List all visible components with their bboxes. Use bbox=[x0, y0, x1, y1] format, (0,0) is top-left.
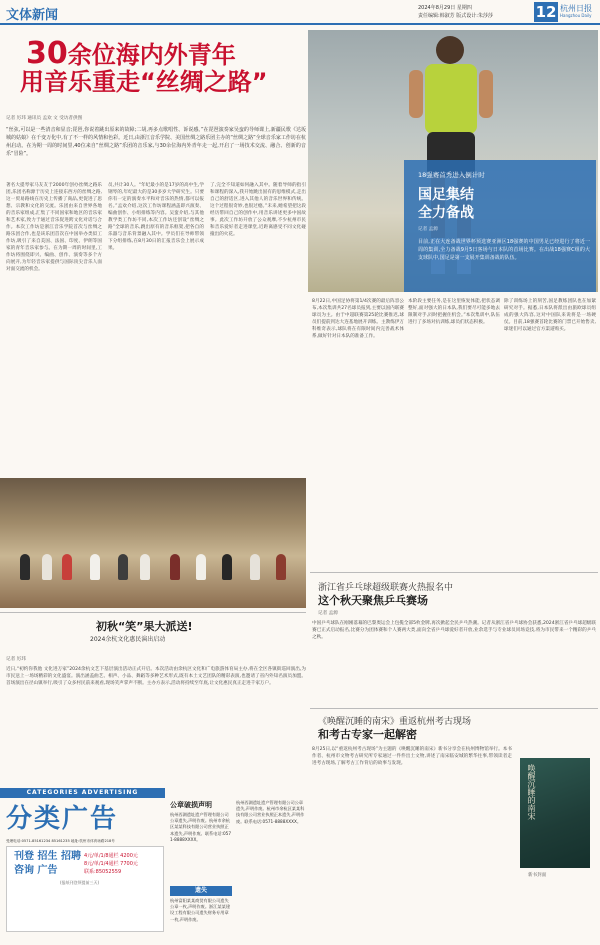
photo-figure bbox=[20, 554, 30, 580]
classified-price: 4元/单/1/8通栏 4200元 bbox=[84, 853, 138, 859]
divider bbox=[0, 612, 306, 613]
table-tennis-title: 这个秋天聚焦乒乓赛场 bbox=[318, 594, 428, 607]
classified-box-line-2: 咨询 广告 bbox=[14, 865, 58, 876]
concert-subtitle: 2024余杭文化惠民演出启动 bbox=[90, 636, 166, 643]
classified-bar: CATEGORIES ADVERTISING bbox=[0, 788, 165, 798]
photo-figure bbox=[140, 554, 150, 580]
team-title bbox=[418, 186, 474, 222]
header-meta bbox=[418, 4, 528, 20]
headline-number: 30 bbox=[26, 36, 68, 71]
editors-line: 责任编辑:韩淑芳 版式设计:朱莎莎 bbox=[418, 13, 493, 19]
classified-price: 8元/单/1/4通栏 7700元 bbox=[84, 861, 138, 867]
concert-byline: 记者 厉玮 bbox=[6, 657, 26, 662]
page-number: 12 bbox=[535, 3, 557, 21]
ad-column-3: 杭州西湖遗址遗产管理有限公司公章遗失,声明作废。杭州市余杭区某某科技有限公司营业执照正本遗失,声明作废。联系电话:0571-8888XXXX。 bbox=[236, 800, 305, 824]
photo-figure bbox=[276, 554, 286, 580]
lead-headline-line-2: 用音乐重走“丝绸之路” bbox=[20, 68, 268, 96]
team-column-2: 本阶段主要任务,是在这里恢复体能,把状态调整好,面对强大的日本队,我们要尽可能多地去限制对手,同时把握住机会。”本次集训中,队伍进行了多场对抗训练,球员们状态积极。 bbox=[408, 299, 500, 325]
lost-band: 遗失 bbox=[170, 886, 232, 896]
lead-intro: “丝弦,可以是一些清音和显音;琵琶,你说着跳出原来的故障;二胡,再多点歌唱性、诉说感。”在琵琶演奏家吴蛮的导师课上,新疆民歌《达坂城的姑娘》在千变万化中,有了不一样的风情和色彩。近日,由浙江音乐学院、美国丝绸之路乐团主办的“丝绸之路”全球音乐家工作坊在杭州启动。在为期一周的时间里,40位来自“丝绸之路”乐团的音乐家,与30余位海内外青年走一起,开启了一场技术交流、融合、创新的音乐“冒险”。 bbox=[6, 127, 306, 157]
team-byline: 记者 孟源 bbox=[418, 227, 438, 232]
divider bbox=[310, 572, 598, 573]
table-tennis-text: 中国乒乓球队在刚刚落幕的巴黎奥运会上包揽全部5枚金牌,再次掀起全民乒乓热潮。记者从浙江省乒乓球协会获悉,2024浙江省乒乓球超级联赛已正式启动报名,比赛分为团体赛和个人赛两大类,面向全省乒乓球爱好者开放,业余选手与专业球员同场竞技,将为市民带来一个精彩的乒乓之秋。 bbox=[312, 621, 596, 640]
team-kicker: 18强赛首秀进入倒计时 bbox=[418, 171, 485, 179]
paper-logo-sub: Hangzhou Daily bbox=[560, 13, 592, 18]
team-column-1: 8月22日,中国足协将第1/4次赛的最后阵容公布,本次集训共27名球员报到,主要以国内联赛球员为主。由于中超联赛第25轮比赛推迟,球员们提前到达大连基地展开训练。主教练伊万科维奇表示,球队将在有限时间内完善战术体系,做好针对日本队的准备工作。 bbox=[312, 299, 404, 339]
lead-column-3: 了,完全不知道如何融入其中。随着导师的指引和课程的深入,我开始跳出固有的思维模式,走出自己的舒适区,进入其他人的音乐世界和传统。这个过程很奇妙,也很过瘾。”未来,她希望把这段经历带回自己的创作中,用音乐讲述更多中国故事。此次工作坊开放了公众观摩,不少杭州市民和音乐爱好者走进课堂,近距离感受不同文化碰撞出的火花。 bbox=[210, 183, 306, 237]
photo-figure bbox=[222, 554, 232, 580]
table-tennis-kicker: 浙江省乒乓球超级联赛火热报名中 bbox=[318, 583, 454, 593]
book-cover bbox=[520, 758, 590, 868]
workshop-photo bbox=[0, 478, 306, 608]
classified-contact: 联系:85052559 bbox=[84, 869, 122, 875]
lead-column-2: 员,共计30人。“年纪最小的是17岁的高中生,学钢琴的,年纪最大的是30多岁大学研究生。只要你有一定的演奏水平和对音乐的热情,都可以报名。”孟欢介绍,这次工作坊课程涵盖即兴演奏、编曲创作、小组排练等内容。吴蛮介绍,与其他教学类工作坊不同,本次工作坊还创设“丝绸之路”全球的音乐,跳出原有的音乐框架,把各自的乐器与音乐背景融入其中。学员们在导师带领下分组排练,在8月30日的汇报音乐会上展示成果。 bbox=[108, 183, 204, 251]
photo-figure bbox=[196, 554, 206, 580]
photo-figure bbox=[170, 554, 180, 580]
team-title-line-1: 国足集结 bbox=[418, 187, 474, 203]
photo-figure bbox=[62, 554, 72, 580]
classified-box-line-1: 刊登 招生 招聘 bbox=[14, 851, 81, 862]
concert-text: 近日,“初约你我他 文化进万家”2024余杭文艺下基层演出活动正式开启。本次活动由余杭区文化和广电旅游体育局主办,将在全区各镇街巡回演出,为市民送上一场场精彩的文化盛宴。演出涵盖曲艺、相声、小品、舞蹈等多种艺术形式,既有本土文艺团队的精彩表演,也邀请了省内外知名演员加盟。首场演出在径山镇举行,吸引了众多村民前来观看,现场笑声掌声不断。主办方表示,活动将持续至年底,让文化惠民真正走进千家万户。 bbox=[6, 667, 306, 686]
classified-note: (报纸刊登须提前三天) bbox=[60, 880, 100, 885]
notice-heading: 公章破损声明 bbox=[170, 801, 212, 809]
team-column-3: 除了训练场上的刻苦,国足教练团队也在加紧研究对手。据悉,日本队将派出由旅欧球员组成的强大阵容,这对中国队来说将是一场硬仗。目前,18强赛首轮比赛的门票已开始售卖,球迷们可以通过官方渠道购买。 bbox=[504, 299, 596, 332]
photo-figure bbox=[42, 554, 52, 580]
header-divider bbox=[0, 23, 600, 25]
concert-title: 初秋“笑”果大派送! bbox=[96, 620, 193, 633]
archaeology-title: 和考古专家一起解密 bbox=[318, 728, 417, 741]
book-caption: 新书封面 bbox=[528, 873, 547, 878]
lost-text: 杭州富阳某某商贸有限公司遗失公章一枚,声明作废。浙江某某建设工程有限公司遗失财务专用章一枚,声明作废。 bbox=[170, 898, 230, 922]
photo-figure bbox=[90, 554, 100, 580]
divider bbox=[310, 708, 598, 709]
photo-figure bbox=[250, 554, 260, 580]
paper-logo: 杭州日报 bbox=[560, 4, 592, 13]
book-title: 唤醒沉睡的南宋 bbox=[527, 764, 536, 820]
archaeology-kicker: 《唤醒沉睡的南宋》重返杭州考古现场 bbox=[318, 717, 472, 727]
headline-text: 余位海内外青年 bbox=[67, 41, 236, 69]
team-summary: 目前,正在大连备战世界杯预选赛亚洲区18强赛的中国男足已经进行了将近一周的集训,全力备战9月5日客场与日本队的首场比赛。在出战18强赛C组的大支球队中,国足是第一支展开集训备战的队伍。 bbox=[418, 239, 590, 261]
section-tag: 文体新闻 bbox=[6, 8, 59, 23]
table-tennis-byline: 记者 孟源 bbox=[318, 611, 338, 616]
team-title-line-2: 全力备战 bbox=[418, 205, 474, 221]
lead-byline: 记者 厉玮 通讯员 孟欢 文 受访者供图 bbox=[6, 116, 83, 121]
date-line: 2024年8月29日 星期四 bbox=[418, 5, 472, 11]
photo-figure bbox=[118, 554, 128, 580]
classified-title: 分类广告 bbox=[6, 804, 119, 834]
lead-headline-line-1 bbox=[26, 36, 236, 71]
lead-column-1: 著名大提琴家马友友于2000年创办丝绸之路乐团,乐团名称源于历史上连接东西方的丝绸之路,这一贸易路线在历史上传播了商品,更促进了思想、宗教和文化的交流。乐团由来自世界各地的音乐家组成,汇集了不同国家和地区的音乐家和艺术家,致力于通过音乐促进跨文化对话与合作。本次工作坊是浙江音乐学院首次与丝绸之路乐团合作,也是该乐团首次在中国举办类似工作坊,吸引了来自美国、法国、印度、伊朗等国家的青年音乐家参与。在为期一周的时间里,工作坊将围绕即兴、编曲、创作、演奏等多个方向展开,为年轻音乐家提供与国际顶尖音乐人面对面交流的机会。 bbox=[6, 183, 102, 272]
classified-phone: 受理电话:0571-85161234 85161235 地址:杭州市体育场路218号 bbox=[6, 839, 115, 843]
notice-text: 杭州西湖遗址遗产管理有限公司公章遗失,声明作废。杭州市余杭区某某科技有限公司营业执照正本遗失,声明作废。联系电话:0571-8888XXXX。 bbox=[170, 812, 231, 842]
archaeology-text: 8月25日,以“重返杭州考古现场”为主题的《唤醒沉睡的南宋》新书分享会在杭州博物馆举行。本书作者、杭州市文物考古研究所专家通过一件件出土文物,讲述了南宋临安城的繁华往事,带领读者走进考古现场,了解考古工作背后的故事与发现。 bbox=[312, 747, 512, 766]
